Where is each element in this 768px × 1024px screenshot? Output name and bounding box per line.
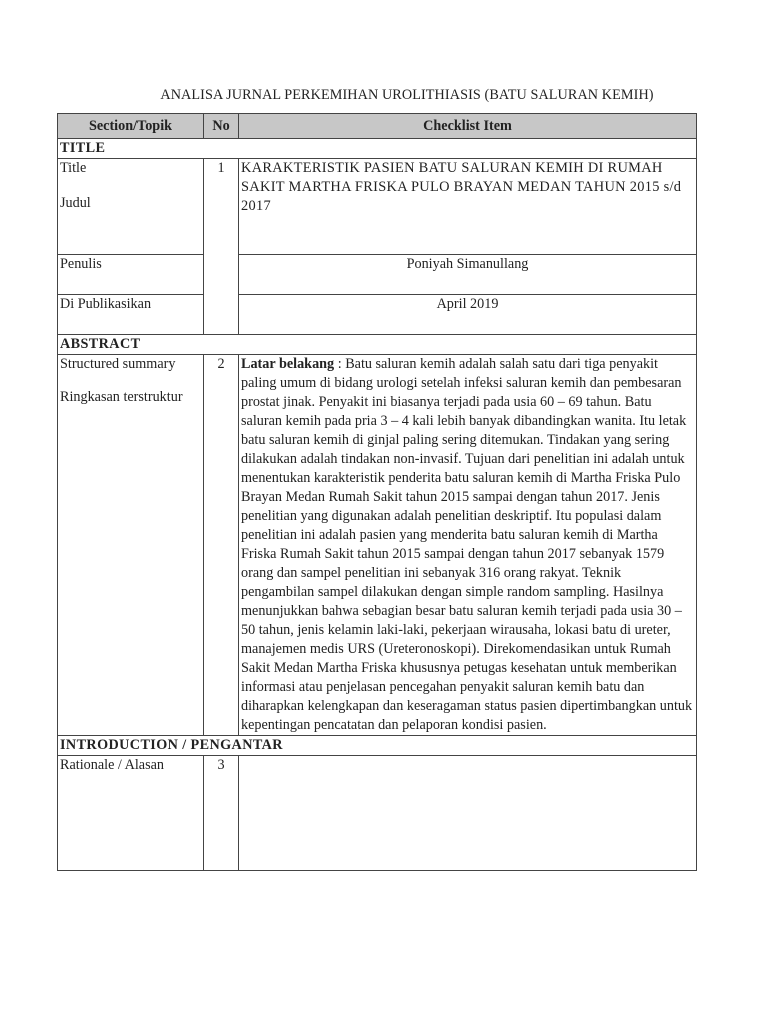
title-label-cell xyxy=(58,159,204,255)
abstract-label: Structured summary xyxy=(60,356,176,372)
section-row-title xyxy=(58,139,697,159)
rationale-label: Rationale / Alasan xyxy=(58,756,204,871)
table-row xyxy=(58,355,697,736)
header-section: Section/Topik xyxy=(58,114,204,139)
published-value: April 2019 xyxy=(239,295,697,335)
section-heading: INTRODUCTION / PENGANTAR xyxy=(58,736,697,756)
section-row-abstract xyxy=(58,335,697,355)
section-heading: ABSTRACT xyxy=(58,335,697,355)
author-label: Penulis xyxy=(58,255,204,295)
table-row xyxy=(58,255,697,295)
section-heading: TITLE xyxy=(58,139,697,159)
title-label: Title xyxy=(60,160,87,176)
rationale-value xyxy=(239,756,697,871)
title-label-id: Judul xyxy=(60,195,91,211)
abstract-text: : Batu saluran kemih adalah salah satu dari tiga penyakit paling umum di bidang urologi setelah infeksi saluran kemih dan pembesaran prostat jinak. Penyakit ini biasanya terjadi pada usia 60 – 69 tahun. Batu saluran kemih pada pria 3 – 4 kali lebih banyak dibandingkan wanita. Itu letak batu saluran kemih di ginjal paling sering ditemukan. Tindakan yang sering dilakukan adalah tindakan non-invasif. Tujuan dari penelitian ini adalah untuk menentukan karakteristik penderita batu saluran kemih di Martha Friska Pulo Brayan Medan Rumah Sakit tahun 2015 sampai dengan tahun 2017. Jenis penelitian yang digunakan adalah penelitian deskriptif. Itu populasi dalam penelitian ini adalah pasien yang menderita batu saluran kemih di Martha Friska Rumah Sakit tahun 2015 sampai dengan tahun 2017 sebanyak 1579 orang dan sampel penelitian ini sebanyak 316 orang rakyat. Teknik pengambilan sampel dilakukan dengan simple random sampling. Hasilnya menunjukkan bahwa sebagian besar batu saluran kemih terjadi pada usia 30 – 50 tahun, jenis kelamin laki-laki, pekerjaan wirausaha, lokasi batu di ureter, manajemen medis URS (Ureteronoskopi). Direkomendasikan untuk Rumah Sakit Medan Martha Friska khususnya petugas kesehatan untuk memberikan informasi atau penjelasan pencegahan penyakit saluran kemih batu dan diharapkan kelengkapan dan keseragaman status pasien dipertimbangkan untuk kepentingan pencatatan dan pelaporan kondisi pasien. xyxy=(241,356,693,733)
table-header-row xyxy=(58,114,697,139)
published-label: Di Publikasikan xyxy=(58,295,204,335)
table-row xyxy=(58,295,697,335)
header-no: No xyxy=(204,114,239,139)
abstract-text-cell xyxy=(239,355,697,736)
abstract-label-id: Ringkasan terstruktur xyxy=(60,389,183,405)
section-row-introduction xyxy=(58,736,697,756)
table-row xyxy=(58,756,697,871)
row-number: 1 xyxy=(204,159,239,335)
abstract-lead: Latar belakang xyxy=(241,356,335,372)
header-checklist-item: Checklist Item xyxy=(239,114,697,139)
row-number: 2 xyxy=(204,355,239,736)
abstract-label-cell xyxy=(58,355,204,736)
author-value: Poniyah Simanullang xyxy=(239,255,697,295)
title-value: KARAKTERISTIK PASIEN BATU SALURAN KEMIH DI RUMAH SAKIT MARTHA FRISKA PULO BRAYAN MEDAN TAHUN 2015 s/d 2017 xyxy=(239,159,697,255)
table-row xyxy=(58,159,697,255)
checklist-table xyxy=(57,113,697,871)
document-title: ANALISA JURNAL PERKEMIHAN UROLITHIASIS (BATU SALURAN KEMIH) xyxy=(160,87,654,103)
row-number: 3 xyxy=(204,756,239,871)
